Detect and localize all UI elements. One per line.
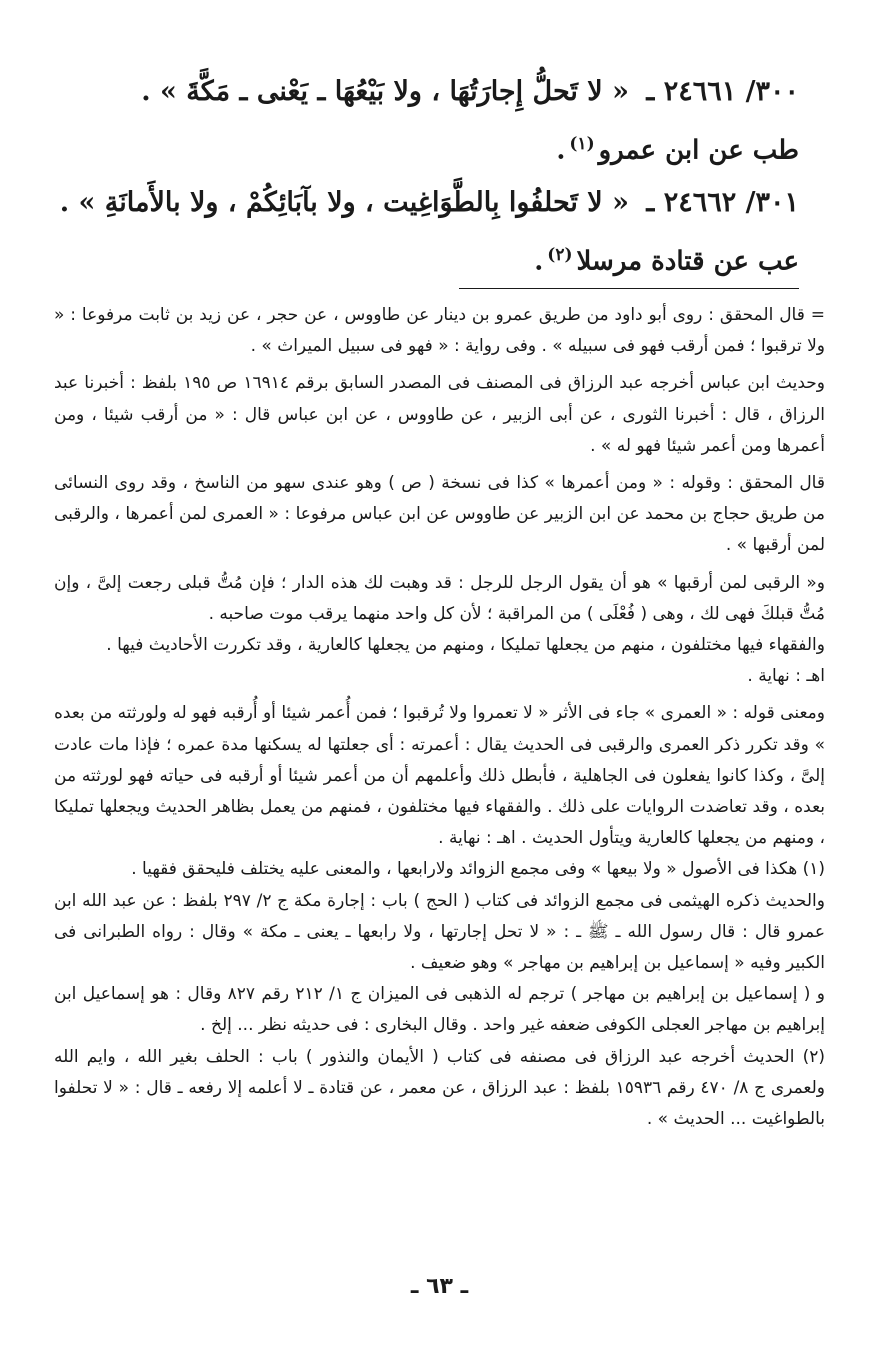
note-paragraph: اهـ : نهاية . <box>747 666 825 687</box>
hadith-number: ٣٠٠/ ٢٤٦٦١ ـ <box>646 76 799 107</box>
footnote-separator <box>459 288 799 289</box>
note-paragraph: وحديث ابن عباس أخرجه عبد الرزاق فى المصنف فى المصدر السابق برقم ١٦٩١٤ ص ١٩٥ بلفظ : أخبرنا عبد الرزاق ، قال : أخبرنا الثورى ، عن أبى الزبير ، عن طاووس ، عن ابن عباس قال : « من أرقب شيئا ، ومن أعمرها ومن أعمر شيئا فهو له » . <box>54 373 825 456</box>
footnote-ref-1[interactable]: (١) <box>569 134 595 154</box>
source-tail: . <box>556 135 566 166</box>
note-paragraph: و« الرقبى لمن أرقبها » هو أن يقول الرجل للرجل : قد وهبت لك هذه الدار ؛ فإن مُتُّ قبلى رجعت إلىَّ ، وإن مُتُّ قبلكَ فهى لك ، وهى ( فُعْلَى ) من المراقبة ؛ لأن كل واحد منهما يرقب موت صاحبه . <box>54 572 825 624</box>
hadith-301-source <box>80 229 799 288</box>
page-number: ـ ٦٣ ـ <box>410 1274 469 1299</box>
footnotes <box>54 300 825 1135</box>
note-paragraph: و ( إسماعيل بن إبراهيم بن مهاجر ) ترجم له الذهبى فى الميزان ج ١/ ٢١٢ رقم ٨٢٧ وقال : هو إسماعيل ابن إبراهيم بن مهاجر العجلى الكوفى ضعفه غير واحد . وقال البخارى : فى حديثه نظر ... إلخ . <box>54 984 825 1036</box>
source-tail: . <box>534 246 544 277</box>
footnote-1: (١) هكذا فى الأصول « ولا بيعها » وفى مجمع الزوائد ولارابعها ، والمعنى عليه يختلف فليحقق فقهيا . <box>131 859 825 880</box>
note-paragraph: = قال المحقق : روى أبو داود من طريق عمرو بن دينار عن طاووس ، عن حجر ، عن زيد بن ثابت مرفوعا : « ولا ترقبوا ؛ فمن أرقب فهو فى سبيله » . وفى رواية : « فهو فى سبيل الميراث » . <box>54 305 825 357</box>
hadith-entries <box>59 66 799 287</box>
hadith-300-source <box>80 118 799 177</box>
hadith-301 <box>59 177 799 229</box>
note-paragraph: قال المحقق : وقوله : « ومن أعمرها » كذا فى نسخة ( ص ) وهو عندى سهو من الناسخ ، وقد روى النسائى من طريق حجاج بن محمد عن ابن الزبير عن طاووس عن ابن عباس مرفوعا : « العمرى لمن أعمرها ، والرقبى لمن أرقبها » . <box>54 473 825 556</box>
hadith-text: « لا تَحلُّ إِجارَتُهَا ، ولا بَيْعُهَا ـ يَعْنى ـ مَكَّةَ » . <box>141 76 629 107</box>
note-paragraph: والحديث ذكره الهيثمى فى مجمع الزوائد فى كتاب ( الحج ) باب : إجارة مكة ج ٢/ ٢٩٧ بلفظ : عن عبد الله ابن عمرو قال : قال رسول الله ـ ﷺ ـ : « لا تحل إجارتها ، ولا رابعها ـ يعنى ـ مكة » وقال : رواه الطبرانى فى الكبير وفيه « إسماعيل بن إبراهيم بن مهاجر » وهو ضعيف . <box>54 890 825 974</box>
hadith-number: ٣٠١/ ٢٤٦٦٢ ـ <box>646 186 799 218</box>
hadith-300 <box>80 66 799 118</box>
footnote-ref-2[interactable]: (٢) <box>547 244 573 265</box>
source-text: عب عن قتادة مرسلا <box>576 246 799 277</box>
note-paragraph: ومعنى قوله : « العمرى » جاء فى الأثر « لا تعمروا ولا تُرقبوا ؛ فمن أُعمر شيئا أو أُرقبه فهو له ولورثته من بعده » وقد تكرر ذكر العمرى والرقبى فى الحديث يقال : أعمرته : أى جعلتها له يسكنها مدة عمره ؛ فإذا مات عادت إلىَّ ، وكذا كانوا يفعلون فى الجاهلية ، فأبطل ذلك وأعلمهم أن من أعمر شيئا أو أرقبه فى حياته فهو لورثته من بعده ، وقد تعاضدت الروايات على ذلك . والفقهاء فيها مختلفون ، فمنهم من يعمل بظاهر الحديث ويجعلها تمليكا ، ومنهم من يجعلها كالعارية ويتأول الحديث . اهـ : نهاية . <box>54 703 825 849</box>
footnote-2: (٢) الحديث أخرجه عبد الرزاق فى مصنفه فى كتاب ( الأيمان والنذور ) باب : الحلف بغير الله ، وايم الله ولعمرى ج ٨/ ٤٧٠ رقم ١٥٩٣٦ بلفظ : عبد الرزاق ، عن معمر ، عن قتادة ـ لا أعلمه إلا رفعه ـ قال : « لا تحلفوا بالطواغيت ... الحديث » . <box>54 1046 825 1130</box>
note-paragraph: والفقهاء فيها مختلفون ، منهم من يجعلها تمليكا ، ومنهم من يجعلها كالعارية ، وقد تكررت الأحاديث فيها . <box>106 635 825 656</box>
hadith-text: « لا تَحلفُوا بِالطَّوَاغِيت ، ولا بآبَائِكُمْ ، ولا بالأَمانَةِ » . <box>59 186 629 218</box>
source-text: طب عن ابن عمرو <box>598 135 799 166</box>
